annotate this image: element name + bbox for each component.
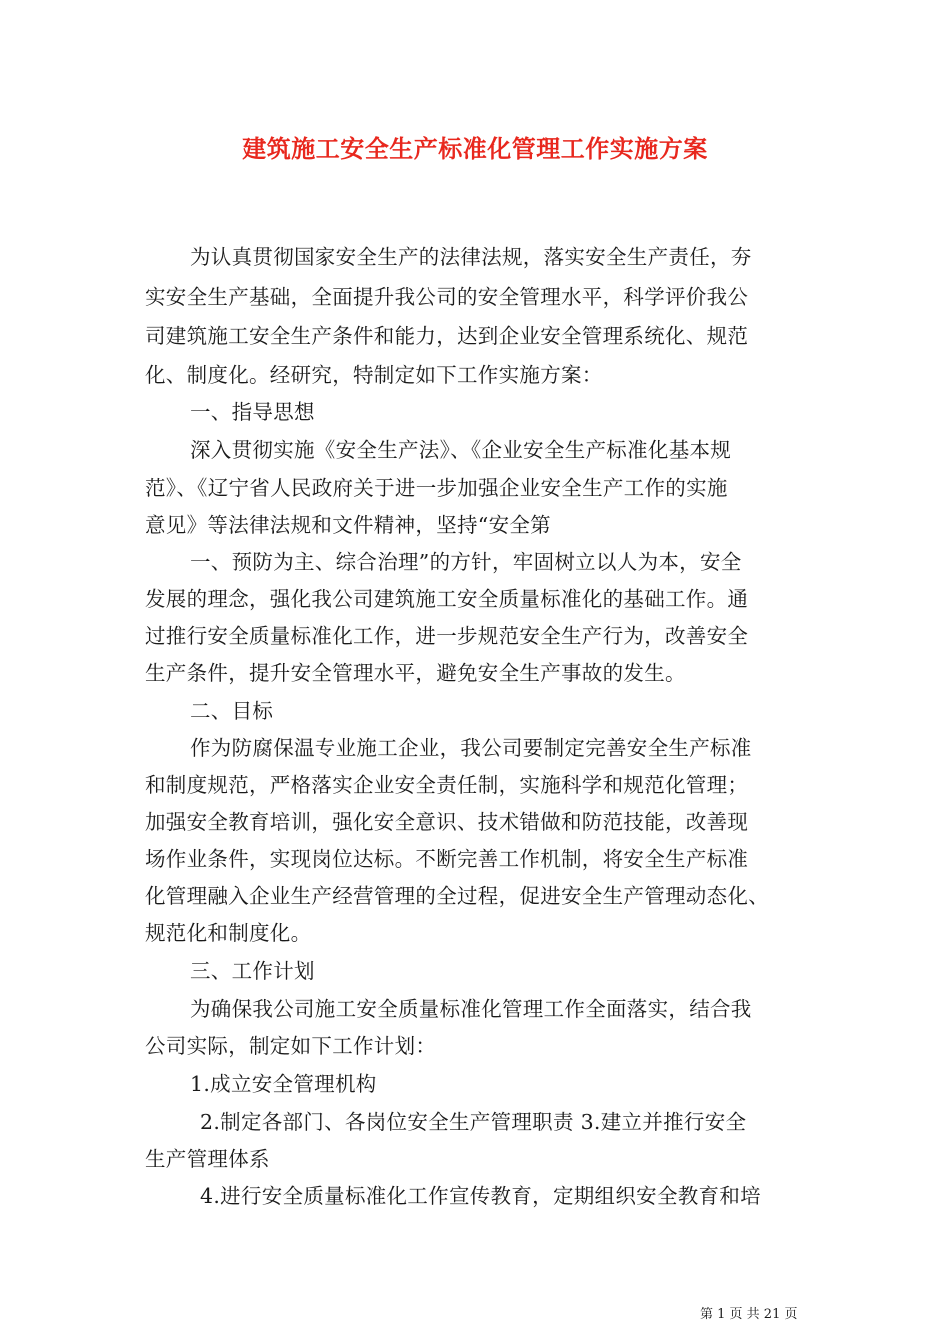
body-line: 意见》等法律法规和文件精神，坚持“安全第 bbox=[145, 513, 551, 537]
list-item: 1.成立安全管理机构 bbox=[190, 1072, 377, 1096]
list-item: 4.进行安全质量标准化工作宣传教育，定期组织安全教育和培 bbox=[200, 1184, 761, 1208]
list-item: 2.制定各部门、各岗位安全生产管理职责 3.建立并推行安全 bbox=[200, 1110, 747, 1134]
body-line: 为认真贯彻国家安全生产的法律法规，落实安全生产责任，夯 bbox=[190, 245, 752, 269]
body-line: 生产条件，提升安全管理水平，避免安全生产事故的发生。 bbox=[145, 661, 686, 685]
body-line: 和制度规范，严格落实企业安全责任制，实施科学和规范化管理； bbox=[145, 773, 749, 797]
document-title: 建筑施工安全生产标准化管理工作实施方案 bbox=[242, 134, 708, 163]
section-heading: 二、目标 bbox=[190, 699, 274, 723]
body-line: 生产管理体系 bbox=[145, 1147, 270, 1171]
body-line: 规范化和制度化。 bbox=[145, 921, 312, 945]
body-line: 化管理融入企业生产经营管理的全过程，促进安全生产管理动态化、 bbox=[145, 884, 769, 908]
body-line: 司建筑施工安全生产条件和能力，达到企业安全管理系统化、规范 bbox=[145, 324, 749, 348]
body-line: 一、预防为主、综合治理”的方针，牢固树立以人为本，安全 bbox=[190, 550, 742, 574]
body-line: 作为防腐保温专业施工企业，我公司要制定完善安全生产标准 bbox=[190, 736, 752, 760]
body-line: 加强安全教育培训，强化安全意识、技术错做和防范技能，改善现 bbox=[145, 810, 749, 834]
body-line: 发展的理念，强化我公司建筑施工安全质量标准化的基础工作。通 bbox=[145, 587, 749, 611]
body-line: 过推行安全质量标准化工作，进一步规范安全生产行为，改善安全 bbox=[145, 624, 749, 648]
section-heading: 三、工作计划 bbox=[190, 959, 315, 983]
body-line: 场作业条件，实现岗位达标。不断完善工作机制，将安全生产标准 bbox=[145, 847, 749, 871]
section-heading: 一、指导思想 bbox=[190, 400, 315, 424]
body-line: 实安全生产基础，全面提升我公司的安全管理水平，科学评价我公 bbox=[145, 285, 749, 309]
body-line: 公司实际，制定如下工作计划： bbox=[145, 1034, 437, 1058]
page-number-footer: 第 1 页 共 21 页 bbox=[700, 1307, 798, 1322]
body-line: 为确保我公司施工安全质量标准化管理工作全面落实，结合我 bbox=[190, 997, 752, 1021]
body-line: 范》、《辽宁省人民政府关于进一步加强企业安全生产工作的实施 bbox=[145, 476, 728, 500]
body-line: 化、制度化。经研究，特制定如下工作实施方案： bbox=[145, 363, 603, 387]
body-line: 深入贯彻实施《安全生产法》、《企业安全生产标准化基本规 bbox=[190, 438, 732, 462]
